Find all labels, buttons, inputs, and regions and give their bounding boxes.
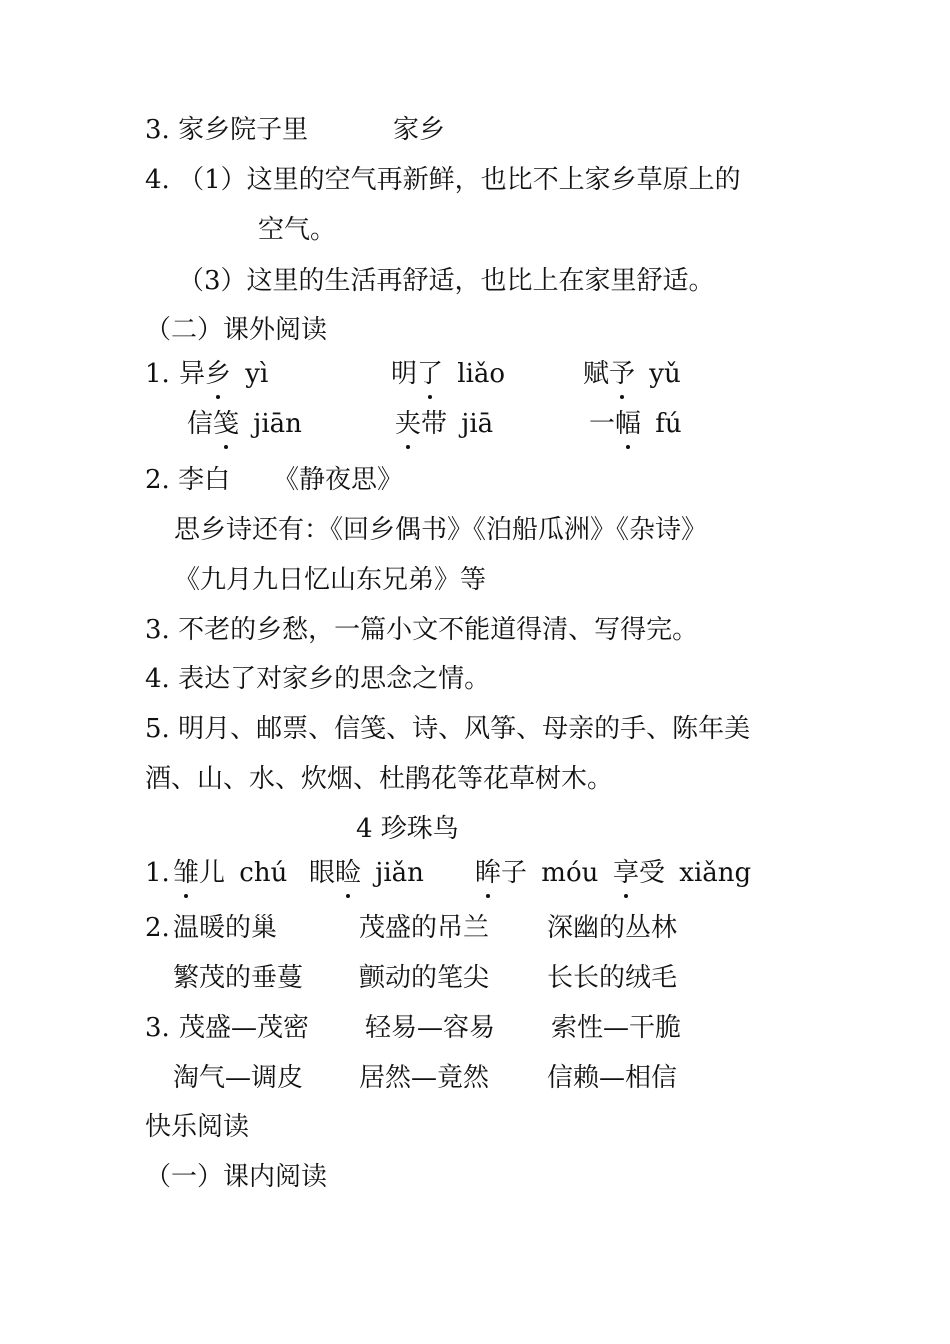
pinyin-item: 异乡 yì — [179, 359, 269, 389]
synonym-pair: 居然—竟然 — [359, 1063, 490, 1093]
answer-4-1-cont: 空气。 — [258, 215, 337, 245]
kewai-5: 5. 明月、邮票、信笺、诗、风筝、母亲的手、陈年美 — [145, 714, 751, 744]
answer-4-1: 4. （1）这里的空气再新鲜，也比不上家乡草原上的 — [145, 165, 741, 195]
pinyin-item: 夹带 jiā — [395, 409, 494, 439]
section-heading-kewai: （二）课外阅读 — [145, 315, 328, 345]
kewai-4: 4. 表达了对家乡的思念之情。 — [145, 664, 491, 694]
answer-4-3: （3）这里的生活再舒适，也比上在家里舒适。 — [178, 266, 715, 296]
phrase: 茂盛的吊兰 — [359, 913, 490, 943]
phrase: 深幽的丛林 — [547, 913, 678, 943]
phrase: 温暖的巢 — [173, 913, 278, 943]
synonym-pair: 轻易—容易 — [365, 1013, 496, 1043]
answer-3-answer: 家乡 — [393, 115, 446, 145]
kewai-5-cont: 酒、山、水、炊烟、杜鹃花等花草树木。 — [145, 764, 614, 794]
pinyin-item: 雏儿 chú — [173, 858, 288, 888]
pinyin-item: 享受 xiǎng — [613, 858, 752, 888]
lesson4-2-num: 2. — [145, 913, 170, 943]
lesson4-3-num: 3. — [145, 1013, 170, 1043]
lesson4-1-num: 1. — [145, 858, 170, 888]
section-heading-kenei: （一）课内阅读 — [145, 1162, 328, 1192]
kewai-2-more2: 《九月九日忆山东兄弟》等 — [174, 565, 487, 595]
kewai-2-more: 思乡诗还有：《回乡偶书》《泊船瓜洲》《杂诗》 — [174, 515, 708, 545]
happy-reading-heading: 快乐阅读 — [145, 1112, 250, 1142]
kewai-1-num: 1. — [145, 359, 170, 389]
pinyin-item: 一幅 fú — [589, 409, 682, 439]
answer-3-label: 3. 家乡院子里 — [145, 115, 309, 145]
phrase: 繁茂的垂蔓 — [173, 963, 304, 993]
synonym-pair: 信赖—相信 — [547, 1063, 678, 1093]
kewai-2-poem: 《静夜思》 — [273, 465, 404, 495]
pinyin-item: 信笺 jiān — [187, 409, 302, 439]
synonym-pair: 淘气—调皮 — [173, 1063, 304, 1093]
kewai-3: 3. 不老的乡愁，一篇小文不能道得清、写得完。 — [145, 615, 699, 645]
pinyin-item: 眼睑 jiǎn — [309, 858, 424, 888]
lesson-title: 4 珍珠鸟 — [356, 814, 459, 844]
pinyin-item: 赋予 yǔ — [583, 359, 681, 389]
pinyin-item: 明了 liǎo — [391, 359, 506, 389]
synonym-pair: 索性—干脆 — [551, 1013, 682, 1043]
pinyin-item: 眸子 móu — [475, 858, 599, 888]
kewai-2-label: 2. 李白 — [145, 465, 231, 495]
phrase: 长长的绒毛 — [547, 963, 678, 993]
phrase: 颤动的笔尖 — [359, 963, 490, 993]
synonym-pair: 茂盛—茂密 — [179, 1013, 310, 1043]
